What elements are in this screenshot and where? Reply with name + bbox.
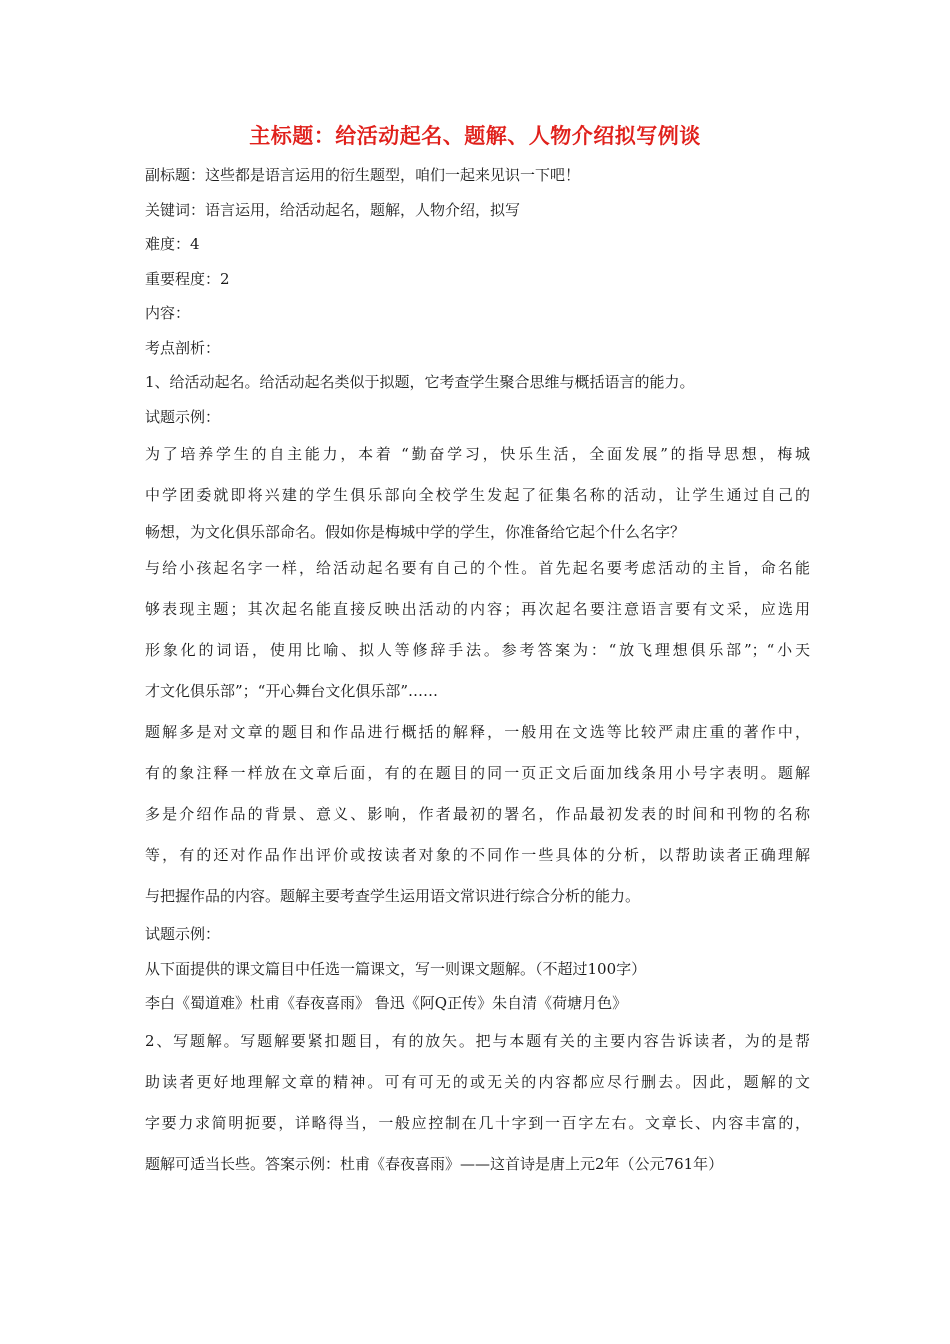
paragraph-line: 等，有的还对作品作出评价或按读者对象的不同作一些具体的分析，以帮助读者正确理解: [145, 846, 810, 864]
task-line: 从下面提供的课文篇目中任选一篇课文，写一则课文题解。（不超过100字）: [145, 959, 647, 978]
titles-line: 李白《蜀道难》杜甫《春夜喜雨》 鲁迅《阿Q正传》朱自清《荷塘月色》: [145, 994, 628, 1012]
paragraph-line: 与把握作品的内容。题解主要考查学生运用语文常识进行综合分析的能力。: [145, 887, 641, 905]
paragraph-line: 中学团委就即将兴建的学生俱乐部向全校学生发起了征集名称的活动，让学生通过自己的: [145, 486, 810, 504]
paragraph-line: 多是介绍作品的背景、意义、影响，作者最初的署名，作品最初发表的时间和刊物的名称: [145, 805, 810, 823]
paragraph-line: 有的象注释一样放在文章后面，有的在题目的同一页正文后面加线条用小号字表明。题解: [145, 764, 810, 782]
example-label: 试题示例：: [145, 925, 221, 943]
example-label: 试题示例：: [145, 407, 221, 426]
content-label: 内容：: [145, 304, 191, 322]
difficulty-line: 难度：4: [145, 235, 200, 253]
paragraph-line: 形象化的词语，使用比喻、拟人等修辞手法。参考答案为：“放飞理想俱乐部”；“小天: [145, 641, 810, 659]
paragraph-line: 题解可适当长些。答案示例：杜甫《春夜喜雨》——这首诗是唐上元2年（公元761年）: [145, 1154, 724, 1173]
paragraph-line: 与给小孩起名字一样，给活动起名要有自己的个性。首先起名要考虑活动的主旨，命名能: [145, 559, 810, 577]
main-title: 主标题：给活动起名、题解、人物介绍拟写例谈: [249, 123, 701, 148]
paragraph-line: 题解多是对文章的题目和作品进行概括的解释，一般用在文选等比较严肃庄重的著作中，: [145, 723, 810, 741]
paragraph-line: 为了培养学生的自主能力，本着 “勤奋学习，快乐生活，全面发展”的指导思想，梅城: [145, 445, 810, 463]
keywords-line: 关键词：语言运用，给活动起名，题解，人物介绍，拟写: [145, 200, 521, 219]
subtitle-line: 副标题：这些都是语言运用的衍生题型，咱们一起来见识一下吧！: [145, 166, 581, 184]
section-1-heading: 1、给活动起名。给活动起名类似于拟题，它考查学生聚合思维与概括语言的能力。: [145, 373, 695, 391]
document-body: [145, 158, 810, 1185]
paragraph-line: 字要力求简明扼要，详略得当，一般应控制在几十字到一百字左右。文章长、内容丰富的，: [145, 1113, 810, 1132]
paragraph-line: 才文化俱乐部”；“开心舞台文化俱乐部”……: [145, 682, 439, 700]
section-2-line: 2、写题解。写题解要紧扣题目，有的放矢。把与本题有关的主要内容告诉读者，为的是帮: [145, 1031, 810, 1050]
importance-line: 重要程度：2: [145, 269, 230, 288]
paragraph-line: 畅想，为文化俱乐部命名。假如你是梅城中学的学生，你准备给它起个什么名字？: [145, 523, 686, 541]
paragraph-line: 够表现主题；其次起名能直接反映出活动的内容；再次起名要注意语言要有文采，应选用: [145, 600, 810, 618]
analysis-label: 考点剖析：: [145, 338, 221, 357]
paragraph-line: 助读者更好地理解文章的精神。可有可无的或无关的内容都应尽行删去。因此，题解的文: [145, 1072, 810, 1091]
